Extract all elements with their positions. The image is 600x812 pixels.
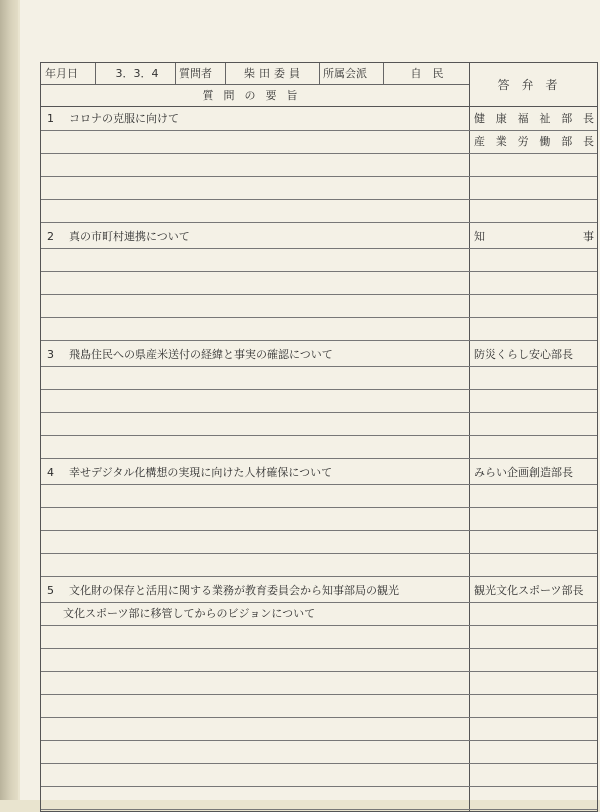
header-row bbox=[41, 63, 469, 85]
table-row bbox=[41, 580, 597, 603]
answerer-name: 産業労働部長 bbox=[474, 135, 594, 148]
table-row bbox=[41, 177, 597, 200]
date-label: 年月日 bbox=[45, 67, 78, 80]
table-row bbox=[41, 787, 597, 810]
answerer-header: 答弁者 bbox=[470, 63, 597, 107]
table-row bbox=[41, 436, 597, 459]
table-row bbox=[41, 318, 597, 341]
binder-edge bbox=[0, 0, 18, 800]
table-row bbox=[41, 462, 597, 485]
question-text: 5 文化財の保存と活用に関する業務が教育委員会から知事部局の観光 bbox=[47, 584, 399, 597]
answerer-name: みらい企画創造部長 bbox=[474, 466, 573, 479]
table-row bbox=[41, 672, 597, 695]
question-text: 2 真の市町村連携について bbox=[47, 230, 190, 243]
question-text-continued: 文化スポーツ部に移管してからのビジョンについて bbox=[63, 607, 316, 620]
table-row bbox=[41, 741, 597, 764]
table-row bbox=[41, 531, 597, 554]
question-text: 1 コロナの克服に向けて bbox=[47, 112, 179, 125]
answerer-name: 知 事 bbox=[474, 230, 594, 243]
summary-header-row bbox=[41, 85, 469, 107]
date-value: 3．3．4 bbox=[115, 67, 159, 80]
questioner-value: 柴田委員 bbox=[244, 67, 304, 80]
answerer-name: 健康福祉部長 bbox=[474, 112, 594, 125]
table-row bbox=[41, 295, 597, 318]
table-row bbox=[41, 131, 597, 154]
table-row bbox=[41, 200, 597, 223]
table-row bbox=[41, 649, 597, 672]
table-row bbox=[41, 764, 597, 787]
table-row bbox=[41, 695, 597, 718]
table-row bbox=[41, 390, 597, 413]
table-row bbox=[41, 718, 597, 741]
table-row bbox=[41, 344, 597, 367]
question-text: 3 飛島住民への県産米送付の経緯と事実の確認について bbox=[47, 348, 333, 361]
table-row bbox=[41, 226, 597, 249]
party-value: 自 民 bbox=[410, 67, 444, 80]
table-row bbox=[41, 154, 597, 177]
table-row bbox=[41, 413, 597, 436]
table-row bbox=[41, 626, 597, 649]
answerer-name: 観光文化スポーツ部長 bbox=[474, 584, 584, 597]
table-row bbox=[41, 508, 597, 531]
table-row bbox=[41, 367, 597, 390]
table-row bbox=[41, 272, 597, 295]
summary-header: 質問の要旨 bbox=[202, 89, 308, 102]
table-row bbox=[41, 603, 597, 626]
question-text: 4 幸せデジタル化構想の実現に向けた人材確保について bbox=[47, 466, 333, 479]
question-form bbox=[40, 62, 598, 812]
party-label: 所属会派 bbox=[323, 67, 367, 80]
table-row bbox=[41, 485, 597, 508]
questioner-label: 質問者 bbox=[179, 67, 212, 80]
answerer-name: 防災くらし安心部長 bbox=[474, 348, 573, 361]
table-row bbox=[41, 108, 597, 131]
table-row bbox=[41, 554, 597, 577]
table-row bbox=[41, 249, 597, 272]
